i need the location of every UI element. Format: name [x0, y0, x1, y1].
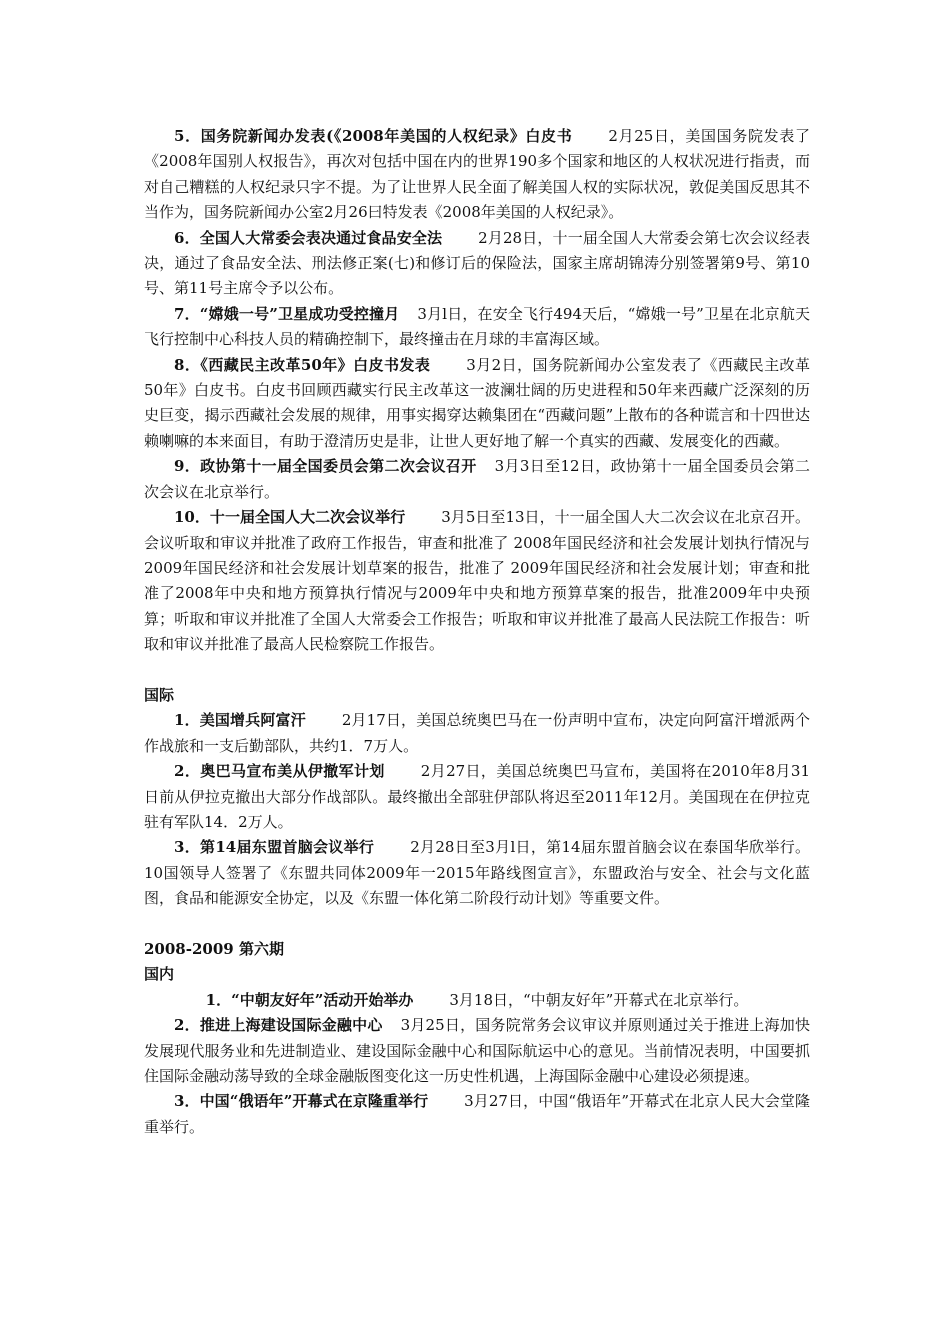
- news-item-title: 5．国务院新闻办发表(《2008年美国的人权纪录》白皮书: [174, 127, 573, 145]
- domestic-item-1: [144, 988, 810, 1013]
- news-item-title: 8．《西藏民主改革50年》白皮书发表: [174, 355, 431, 374]
- intl-item-1: [144, 708, 810, 759]
- intl-item-2: [144, 759, 810, 835]
- news-item-body: 3月18日，“中朝友好年”开幕式在北京举行。: [449, 990, 749, 1009]
- section-heading-domestic: 国内: [144, 965, 175, 984]
- news-item-title: 1．“中朝友好年”活动开始举办: [205, 990, 414, 1009]
- intl-item-3: [144, 835, 810, 911]
- news-item-title: 7．“嫦娥一号”卫星成功受控撞月: [174, 304, 400, 323]
- section-heading-international: 国际: [144, 685, 175, 704]
- news-item-10: [144, 505, 810, 657]
- document-page: [144, 124, 810, 1140]
- news-item-title: 9．政协第十一届全国委员会第二次会议召开: [174, 457, 477, 476]
- news-item-body: 3月3日至12日，政协第十一届全国委员会第二次会议在北京举行。: [144, 457, 810, 501]
- news-item-title: 10．十一届全国人大二次会议举行: [174, 508, 406, 527]
- news-item-body: 2月17日，美国总统奥巴马在一份声明中宣布，决定向阿富汗增派两个作战旅和一支后勤部队，共约1．7万人。: [144, 711, 810, 755]
- news-item-7: [144, 302, 810, 353]
- news-item-6: [144, 226, 810, 302]
- news-item-title: 1．美国增兵阿富汗: [174, 711, 306, 730]
- news-item-body: 2月25日，美国国务院发表了《2008年国别人权报告》，再次对包括中国在内的世界190多个国家和地区的人权状况进行指责，而对自己糟糕的人权纪录只字不提。为了让世界人民全面了解美国人权的实际状况，敦促美国反思其不当作为，国务院新闻办公室2月26曰特发表《2008年美国的人权纪录》。: [144, 127, 810, 222]
- news-item-body: 2月28日至3月l日，第14届东盟首脑会议在泰国华欣举行。10国领导人签署了《东盟共同体2009年一2015年路线图宣言》，东盟政治与安全、社会与文化蓝图，食品和能源安全协定，以及《东盟一体化第二阶段行动计划》等重要文件。: [144, 838, 810, 908]
- domestic-item-3: [144, 1089, 810, 1140]
- news-item-body: 2月28日，十一届全国人大常委会第七次会议经表决，通过了食品安全法、刑法修正案(七)和修订后的保险法，国家主席胡锦涛分别签署第9号、第10号、第11号主席令予以公布。: [144, 228, 810, 298]
- issue-heading: 2008-2009 第六期: [144, 939, 284, 958]
- news-item-body: 3月l日，在安全飞行494天后，“嫦娥一号”卫星在北京航天飞行控制中心科技人员的精确控制下，最终撞击在月球的丰富海区域。: [144, 304, 810, 349]
- news-item-body: 3月25日，国务院常务会议审议并原则通过关于推进上海加快发展现代服务业和先进制造业、建设国际金融中心和国际航运中心的意见。当前情况表明，中国要抓住国际金融动荡导致的全球金融版图变化这一历史性机遇，上海国际金融中心建设必须提速。: [144, 1016, 810, 1085]
- news-item-9: [144, 454, 810, 505]
- news-item-title: 6．全国人大常委会表决通过食品安全法: [174, 228, 443, 247]
- news-item-body: 2月27日，美国总统奥巴马宣布，美国将在2010年8月31日前从伊拉克撤出大部分作战部队。最终撤出全部驻伊部队将迟至2011年12月。美国现在在伊拉克驻有军队14．2万人。: [144, 762, 810, 831]
- news-item-title: 3．第14届东盟首脑会议举行: [174, 838, 375, 857]
- news-item-title: 2．推进上海建设国际金融中心: [174, 1016, 383, 1035]
- news-item-body: 3月27日，中国“俄语年”开幕式在北京人民大会堂隆重举行。: [144, 1092, 810, 1136]
- news-item-title: 3．中国“俄语年”开幕式在京隆重举行: [174, 1092, 429, 1111]
- news-item-8: [144, 353, 810, 455]
- news-item-title: 2．奥巴马宣布美从伊撤军计划: [174, 762, 385, 781]
- domestic-item-2: [144, 1013, 810, 1089]
- news-item-body: 3月5日至13日，十一届全国人大二次会议在北京召开。会议听取和审议并批准了政府工作报告，审查和批准了 2008年国民经济和社会发展计划执行情况与2009年国民经济和社会发展计划草案的报告，批准了 2009年国民经济和社会发展计划；审查和批准了2008年中央和地方预算执行情况与2009年中央和地方预算草案的报告，批准2009年中央预算；听取和审议并批准了全国人大常委会工作报告；听取和审议并批准了最高人民法院工作报告：听取和审议并批准了最高人民检察院工作报告。: [144, 508, 810, 654]
- news-item-5: [144, 124, 810, 226]
- news-item-body: 3月2日，国务院新闻办公室发表了《西藏民主改革50年》白皮书。白皮书回顾西藏实行民主改革这一波澜壮阔的历史进程和50年来西藏广泛深刻的历史巨变，揭示西藏社会发展的规律，用事实揭穿达赖集团在“西藏问题”上散布的各种谎言和十四世达赖喇嘛的本来面目，有助于澄清历史是非，让世人更好地了解一个真实的西藏、发展变化的西藏。: [144, 355, 810, 450]
